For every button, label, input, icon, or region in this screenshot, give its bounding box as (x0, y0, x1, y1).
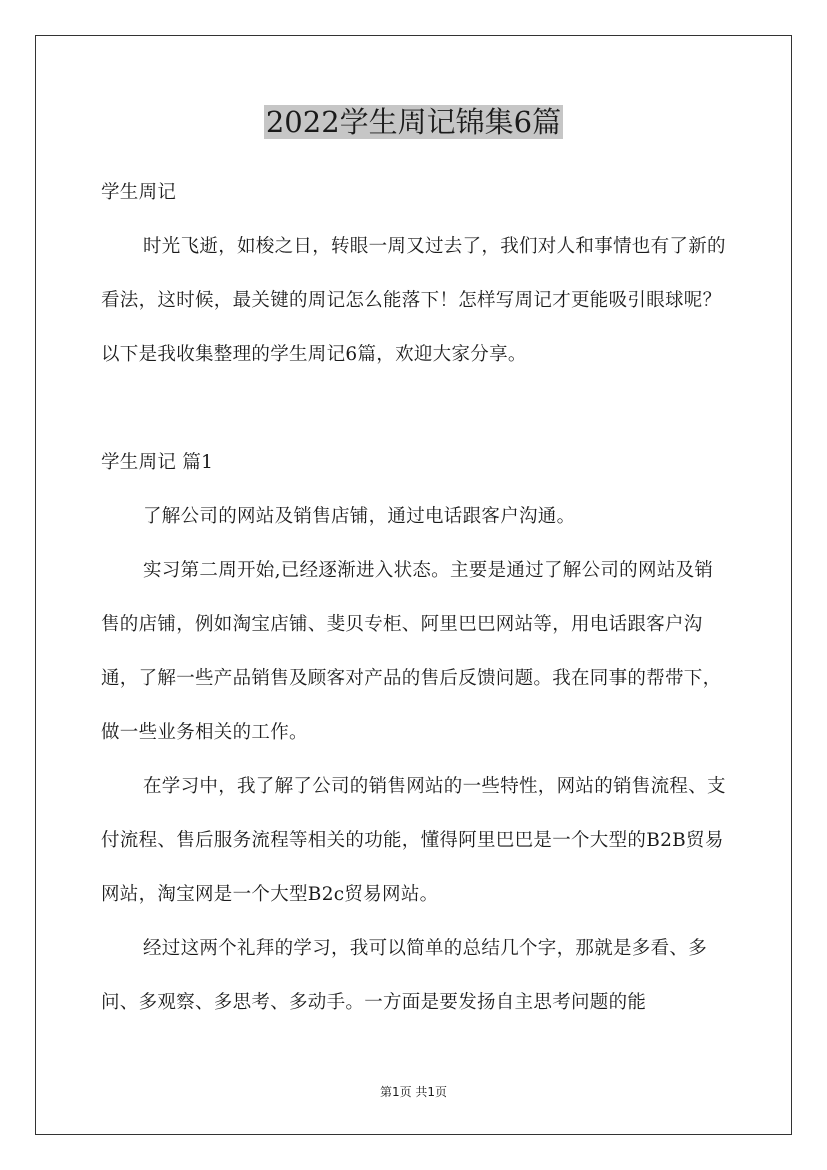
article-1-paragraph-1: 了解公司的网站及销售店铺，通过电话跟客户沟通。 (143, 506, 576, 527)
article-1-paragraph-4: 经过这两个礼拜的学习，我可以简单的总结几个字，那就是多看、多问、多观察、多思考、多动手。一方面是要发扬自主思考问题的能 (101, 938, 708, 1013)
article-1-paragraph-2: 实习第二周开始,已经逐渐进入状态。主要是通过了解公司的网站及销售的店铺，例如淘宝店铺、斐贝专柜、阿里巴巴网站等，用电话跟客户沟通，了解一些产品销售及顾客对产品的售后反馈问题。我在同事的帮带下，做一些业务相关的工作。 (101, 560, 722, 743)
page-footer: 第1页 共1页 (379, 1085, 448, 1099)
intro-heading: 学生周记 (101, 182, 177, 203)
intro-paragraph: 时光飞逝，如梭之日，转眼一周又过去了，我们对人和事情也有了新的看法，这时候，最关键的周记怎么能落下！怎样写周记才更能吸引眼球呢？以下是我收集整理的学生周记6篇，欢迎大家分享。 (101, 236, 726, 365)
document-title-text: 2022学生周记锦集6篇 (265, 105, 562, 139)
document-title (0, 100, 827, 144)
article-1-heading: 学生周记 篇1 (101, 452, 214, 473)
article-1-paragraph-3: 在学习中，我了解了公司的销售网站的一些特性，网站的销售流程、支付流程、售后服务流程等相关的功能，懂得阿里巴巴是一个大型的B2B贸易网站，淘宝网是一个大型B2c贸易网站。 (101, 776, 726, 905)
